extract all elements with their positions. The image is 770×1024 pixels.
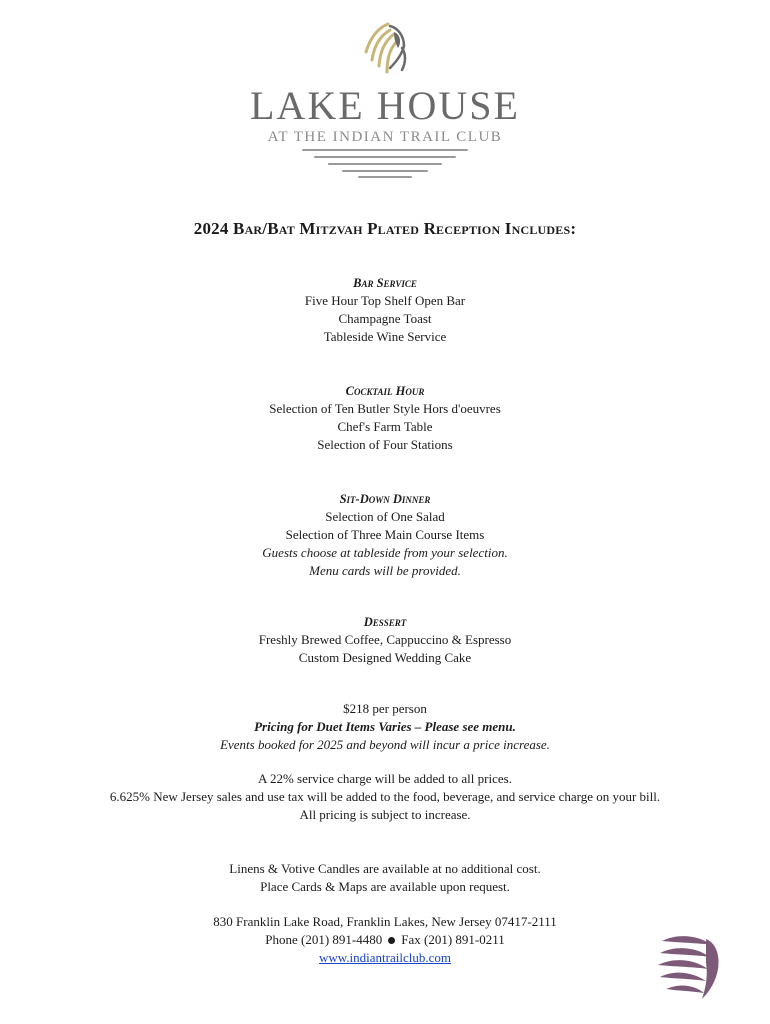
page-heading: 2024 Bar/Bat Mitzvah Plated Reception Includes:	[193, 219, 577, 238]
tax-note: 6.625% New Jersey sales and use tax will be added to the food, beverage, and service charge on your bill.	[109, 789, 661, 804]
corner-headdress-icon	[656, 929, 724, 1001]
logo-title: LAKE HOUSE	[250, 83, 520, 128]
contact-section	[0, 913, 770, 967]
list-item: Champagne Toast	[338, 311, 432, 326]
future-pricing-note: Events booked for 2025 and beyond will incur a price increase.	[220, 737, 550, 752]
bullet-icon	[388, 937, 395, 944]
list-item: Selection of One Salad	[325, 509, 445, 524]
address: 830 Franklin Lake Road, Franklin Lakes, New Jersey 07417-2111	[213, 914, 557, 929]
pricing-section	[0, 700, 770, 754]
charges-section	[0, 770, 770, 824]
water-waves-icon	[295, 146, 475, 180]
list-item: Selection of Four Stations	[317, 437, 453, 452]
logo-subtitle: AT THE INDIAN TRAIL CLUB	[267, 129, 503, 145]
dinner-note: Guests choose at tableside from your selection.	[262, 545, 508, 560]
list-item: Freshly Brewed Coffee, Cappuccino & Espresso	[258, 632, 512, 647]
list-item: Five Hour Top Shelf Open Bar	[304, 293, 466, 308]
headdress-emblem-icon	[350, 18, 420, 84]
section-title: Dessert	[363, 615, 407, 629]
section-title: Cocktail Hour	[345, 384, 425, 398]
dinner-note: Menu cards will be provided.	[309, 563, 461, 578]
phone-number: Phone (201) 891-4480	[265, 932, 383, 947]
list-item: Chef's Farm Table	[337, 419, 433, 434]
list-item: Custom Designed Wedding Cake	[298, 650, 472, 665]
bar-service-section	[0, 274, 770, 346]
increase-note: All pricing is subject to increase.	[299, 807, 471, 822]
sit-down-dinner-section	[0, 490, 770, 580]
club-logo	[0, 18, 770, 180]
fax-number: Fax (201) 891-0211	[401, 932, 505, 947]
service-charge-note: A 22% service charge will be added to all prices.	[258, 771, 512, 786]
website-link[interactable]: www.indiantrailclub.com	[318, 950, 451, 965]
linens-note: Linens & Votive Candles are available at no additional cost.	[229, 861, 541, 876]
duet-pricing-note: Pricing for Duet Items Varies – Please see menu.	[254, 719, 516, 734]
list-item: Tableside Wine Service	[323, 329, 447, 344]
list-item: Selection of Three Main Course Items	[285, 527, 485, 542]
place-cards-note: Place Cards & Maps are available upon request.	[260, 879, 510, 894]
dessert-section	[0, 613, 770, 667]
section-title: Bar Service	[353, 276, 417, 290]
price-per-person: $218 per person	[343, 701, 427, 716]
phone-fax-line	[0, 931, 770, 949]
extras-section	[0, 860, 770, 896]
cocktail-hour-section	[0, 382, 770, 454]
list-item: Selection of Ten Butler Style Hors d'oeuvres	[269, 401, 501, 416]
section-title: Sit-Down Dinner	[339, 492, 431, 506]
